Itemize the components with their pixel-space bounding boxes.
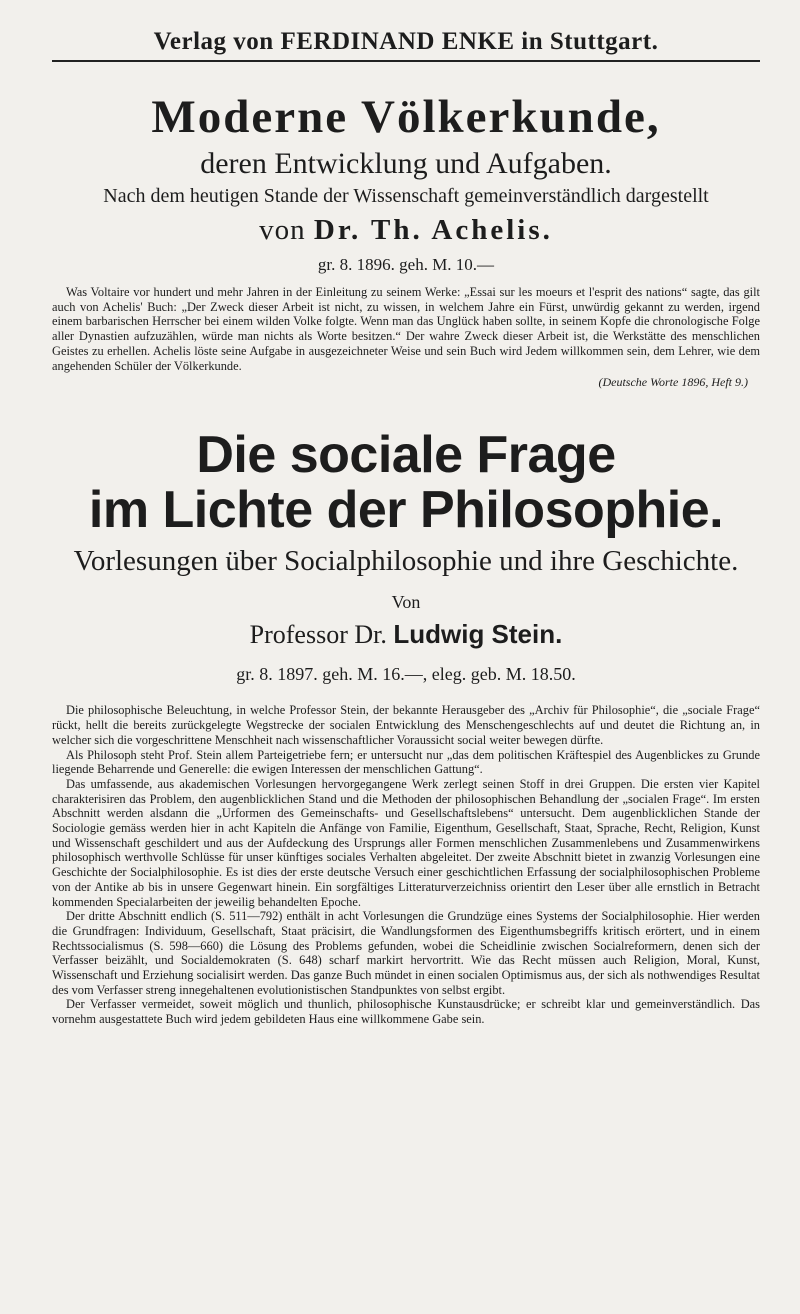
header-rule xyxy=(52,60,760,62)
book1-price: gr. 8. 1896. geh. M. 10.— xyxy=(317,255,495,274)
book2-description xyxy=(52,703,760,1026)
book2-author-prefix: Professor Dr. xyxy=(249,620,387,650)
book2-von: Von xyxy=(391,592,421,613)
book2-price: gr. 8. 1897. geh. M. 16.—, eleg. geb. M. 18.50. xyxy=(236,664,576,685)
book1-review-source: (Deutsche Worte 1896, Heft 9.) xyxy=(598,375,748,390)
book1-review: Was Voltaire vor hundert und mehr Jahren in der Einleitung zu seinem Werke: „Essai sur les moeurs et l'esprit des nations“ sagte, das gilt auch von Achelis' Buch: „Der Zweck dieser Arbeit ist nicht, zu wissen, in welchem Jahre ein Fürst, unwürdig gekannt zu werden, irgend einem barbarischen Herrscher bei einem wilden Volke folgte. Wenn man das Unglück haben sollte, in seinem Kopfe die chronologische Folge aller Dynastien aufzuzählen, würde man nichts als Worte besitzen.“ Der wahre Zweck dieser Arbeit ist, die Werkstätte des menschlichen Geistes zu erhellen. Achelis löste seine Aufgabe in ausgezeichneter Weise und sein Buch wird Jedem willkommen sein, dem Lehrer, wie dem angehenden Schüler der Völkerkunde. xyxy=(52,285,760,373)
book1-section xyxy=(52,91,760,390)
book2-section xyxy=(52,428,760,1027)
book2-paragraph: Der dritte Abschnitt endlich (S. 511—792) enthält in acht Vorlesungen die Grundzüge eines Systems der Socialphilosophie. Hier werden die Grundfragen: Individuum, Gesellschaft, Staat präcisirt, die Wandlungsformen des Eigenthumsbegriffs kritisch erörtert, und in einem Rechtssocialismus (S. 598—660) die Lösung des Problems gefunden, wobei die Scheidlinie zwischen Socialreformern, denen sich der Verfasser beizählt, und Socialdemokraten (S. 648) scharf markirt hervortritt. Wie das Recht müssen auch Religion, Moral, Kunst, Wissenschaft und Erziehung socialisirt werden. Das ganze Buch mündet in einen socialen Optimismus aus, der sich als nothwendiges Resultat des vom Verfasser streng innegehaltenen evolutionistischen Standpunktes von selbst ergibt. xyxy=(52,909,760,997)
book2-title-line1: Die sociale Frage xyxy=(196,426,616,485)
book2-paragraph: Als Philosoph steht Prof. Stein allem Parteigetriebe fern; er untersucht nur „das dem politischen Kräftespiel des Augenblickes zu Grunde liegende Beharrende und Generelle: die ewigen Interessen der menschlichen Gattung“. xyxy=(52,747,760,777)
book1-subtitle: deren Entwicklung und Aufgaben. xyxy=(200,147,612,180)
book2-title-line2: im Lichte der Philosophie. xyxy=(88,480,724,539)
book2-title xyxy=(52,428,760,537)
book2-paragraph: Der Verfasser vermeidet, soweit möglich und thunlich, philosophische Kunstausdrücke; er schreibt klar und gemeinverständlich. Das vornehm ausgestattete Buch wird jedem gebildeten Haus eine willkommene Gabe sein. xyxy=(52,997,760,1027)
publisher-heading: Verlag von FERDINAND ENKE in Stuttgart. xyxy=(153,28,659,55)
book1-author xyxy=(52,214,760,247)
book2-author-name: Ludwig Stein. xyxy=(393,619,563,650)
book2-author xyxy=(52,619,760,650)
advertisement-page xyxy=(52,28,760,1027)
book1-author-name: Dr. Th. Achelis. xyxy=(313,214,553,246)
book2-subtitle: Vorlesungen über Socialphilosophie und ihre Geschichte. xyxy=(73,545,739,578)
book1-author-prefix: von xyxy=(259,214,306,246)
book2-paragraph: Das umfassende, aus akademischen Vorlesungen hervorgegangene Werk zerlegt seinen Stoff in drei Gruppen. Die ersten vier Kapitel charakterisiren das Problem, den augenblicklichen Stand und die Methoden der philosophischen Behandlung der „socialen Frage“. Im ersten Abschnitt werden alsdann die „Urformen des Gemeinschafts- und Gesellschaftslebens“ untersucht. Dem augenblicklichen Stande der Sociologie gemäss werden hier in acht Kapiteln die Anfänge von Familie, Eigenthum, Gesellschaft, Staat, Sprache, Recht, Religion, Kunst und Wissenschaft geschildert und aus der Aufdeckung des Ursprungs aller Formen menschlichen Zusammenlebens und Zusammenwirkens philosophisch werthvolle Schlüsse für unser künftiges sociales Verhalten abgeleitet. Der zweite Abschnitt bietet in zwanzig Vorlesungen eine Geschichte der Socialphilosophie. Es ist dies der erste deutsche Versuch einer geschichtlichen Erfassung der socialphilosophischen Probleme von der Antike ab bis in unsere Gegenwart hinein. Ein sorgfältiges Litteraturverzeichniss orientirt den Leser über alle ernstlich in Betracht kommenden Specialarbeiten der jeweilig behandelten Epoche. xyxy=(52,776,760,909)
book2-paragraph: Die philosophische Beleuchtung, in welche Professor Stein, der bekannte Herausgeber des „Archiv für Philosophie“, die „sociale Frage“ rückt, hellt die bereits zurückgelegte Wegstrecke der socialen Entwicklung des Menschengeschlechts auf und deutet die Richtung an, in welcher sich die vorgeschrittene Menschheit nach wissenschaftlicher Voraussicht social weiter bewegen dürfte. xyxy=(52,703,760,747)
book1-title: Moderne Völkerkunde, xyxy=(151,91,661,143)
book1-description: Nach dem heutigen Stande der Wissenschaft gemeinverständlich dargestellt xyxy=(103,185,709,207)
